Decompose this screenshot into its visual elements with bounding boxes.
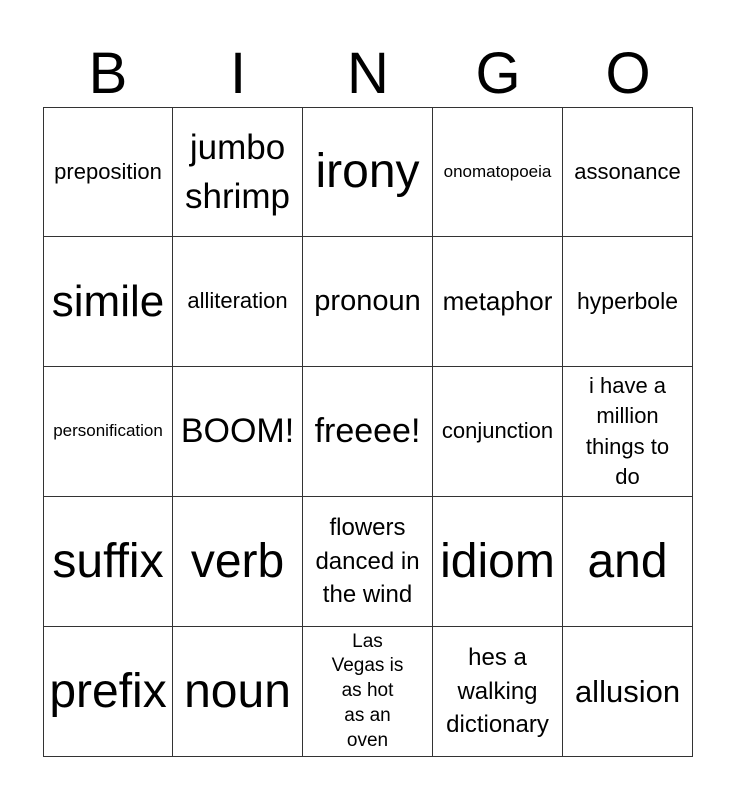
bingo-cell[interactable]: hyperbole xyxy=(563,237,693,367)
bingo-cell[interactable]: prefix xyxy=(43,627,173,757)
bingo-header xyxy=(43,42,693,106)
header-letter-b: B xyxy=(88,41,128,106)
bingo-cell[interactable]: flowers danced in the wind xyxy=(303,497,433,627)
bingo-cell[interactable]: verb xyxy=(173,497,303,627)
bingo-cell[interactable]: alliteration xyxy=(173,237,303,367)
bingo-board xyxy=(43,107,693,757)
bingo-cell[interactable]: noun xyxy=(173,627,303,757)
bingo-cell[interactable]: preposition xyxy=(43,107,173,237)
header-letter-o: O xyxy=(605,41,651,106)
bingo-cell[interactable]: freeee! xyxy=(303,367,433,497)
bingo-cell[interactable]: pronoun xyxy=(303,237,433,367)
bingo-cell[interactable]: irony xyxy=(303,107,433,237)
bingo-cell[interactable]: suffix xyxy=(43,497,173,627)
bingo-cell[interactable]: jumbo shrimp xyxy=(173,107,303,237)
bingo-cell[interactable]: conjunction xyxy=(433,367,563,497)
bingo-cell[interactable]: allusion xyxy=(563,627,693,757)
bingo-cell[interactable]: assonance xyxy=(563,107,693,237)
header-letter-n: N xyxy=(347,41,389,106)
bingo-cell[interactable]: hes a walking dictionary xyxy=(433,627,563,757)
bingo-cell[interactable]: idiom xyxy=(433,497,563,627)
bingo-cell[interactable]: and xyxy=(563,497,693,627)
bingo-cell[interactable]: personification xyxy=(43,367,173,497)
header-letter-g: G xyxy=(475,41,521,106)
bingo-cell[interactable]: metaphor xyxy=(433,237,563,367)
bingo-cell[interactable]: i have a million things to do xyxy=(563,367,693,497)
bingo-cell[interactable]: onomatopoeia xyxy=(433,107,563,237)
bingo-cell[interactable]: Las Vegas is as hot as an oven xyxy=(303,627,433,757)
header-letter-i: I xyxy=(229,41,247,106)
bingo-cell[interactable]: simile xyxy=(43,237,173,367)
bingo-cell[interactable]: BOOM! xyxy=(173,367,303,497)
